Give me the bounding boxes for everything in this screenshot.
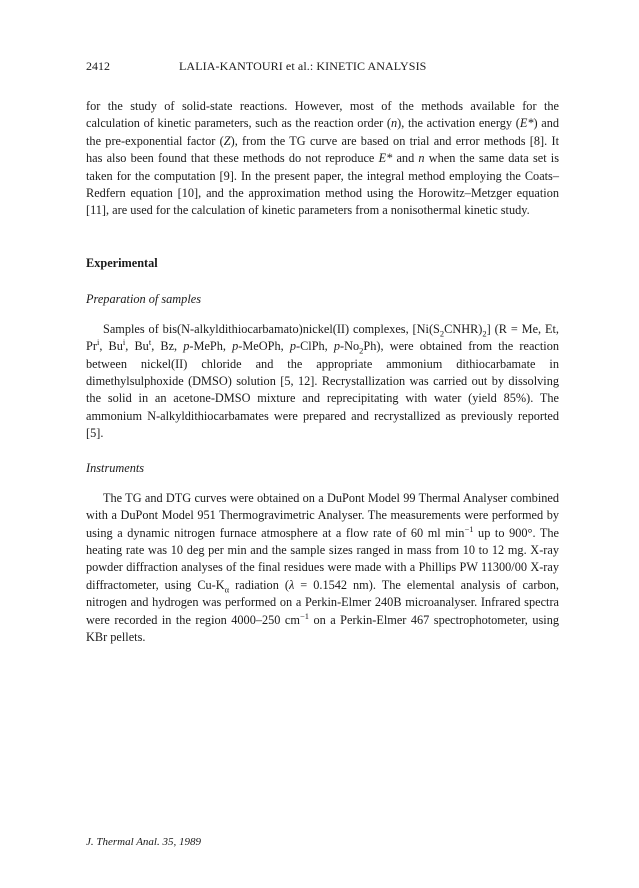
intro-paragraph: for the study of solid-state reactions. However, most of the methods available for the calculation of kinetic parameters, such as the reaction order (n), the activation energy (E*) and the pre-exponential factor (Z), from the TG curve are based on trial and error methods [8]. It has also been found that these methods do not reproduce E* and n when the same data set is taken for the computation [9]. In the present paper, the integral method employing the Coats–Redfern equation [10], and the approximation method using the Horowitz–Metzger equation [11], are used for the calculation of kinetic parameters from a nonisothermal kinetic study. <box>86 99 560 218</box>
subsection-heading-preparation: Preparation of samples <box>86 291 201 306</box>
subsection-heading-instruments: Instruments <box>86 460 145 475</box>
instruments-paragraph: The TG and DTG curves were obtained on a DuPont Model 99 Thermal Analyser combined with a DuPont Model 951 Thermogravimetric Analyser. The measurements were performed by using a dynamic nitrogen furnace atmosphere at a flow rate of 60 ml $\min^{-1}$ up to 900°. The heating rate was 10 deg per min and the sample sizes ranged in mass from 10 to 12 mg. X-ray powder diffraction analyses of the final residues were made with a Phillips PW 11300/00 X-ray diffractometer, using $Cu-K_\alpha$ radiation (λ = 0.1542 nm). The elemental analysis of carbon, nitrogen and hydrogen was performed on a Perkin-Elmer 240B microanalyser. Infrared spectra were recorded in the region 4000–250 $cm^{-1}$ on a Perkin-Elmer 467 spectrophotometer, using KBr pellets. <box>86 490 560 644</box>
page-number: 2412 <box>86 59 110 73</box>
section-heading-experimental: Experimental <box>86 255 158 270</box>
article-body <box>86 98 559 646</box>
running-title: LALIA-KANTOURI et al.: KINETIC ANALYSIS <box>179 59 427 73</box>
preparation-paragraph: Samples of bis(N-alkyldithiocarbamato)nickel(II) complexes, $[Ni(S_2CNHR)_2] (R = Me$, Et, Pr$^i$, Bu$^i$, Bu$^t$, Bz, p-MePh, p-MeOPh, p-ClPh, $p-No_2Ph$), were obtained from the reaction between nickel(II) chloride and the appropriate ammonium dithiocarbamate in dimethylsulphoxide (DMSO) solution [5, 12]. Recrystallization was carried out by dissolving the solid in an acetone-DMSO mixture and reprecipitating with water (yield 85%). The ammonium N-alkyldithiocarbamates were prepared and recrystallized as previously reported [5]. <box>86 321 559 441</box>
journal-citation-footer: J. Thermal Anal. 35, 1989 <box>86 836 201 848</box>
